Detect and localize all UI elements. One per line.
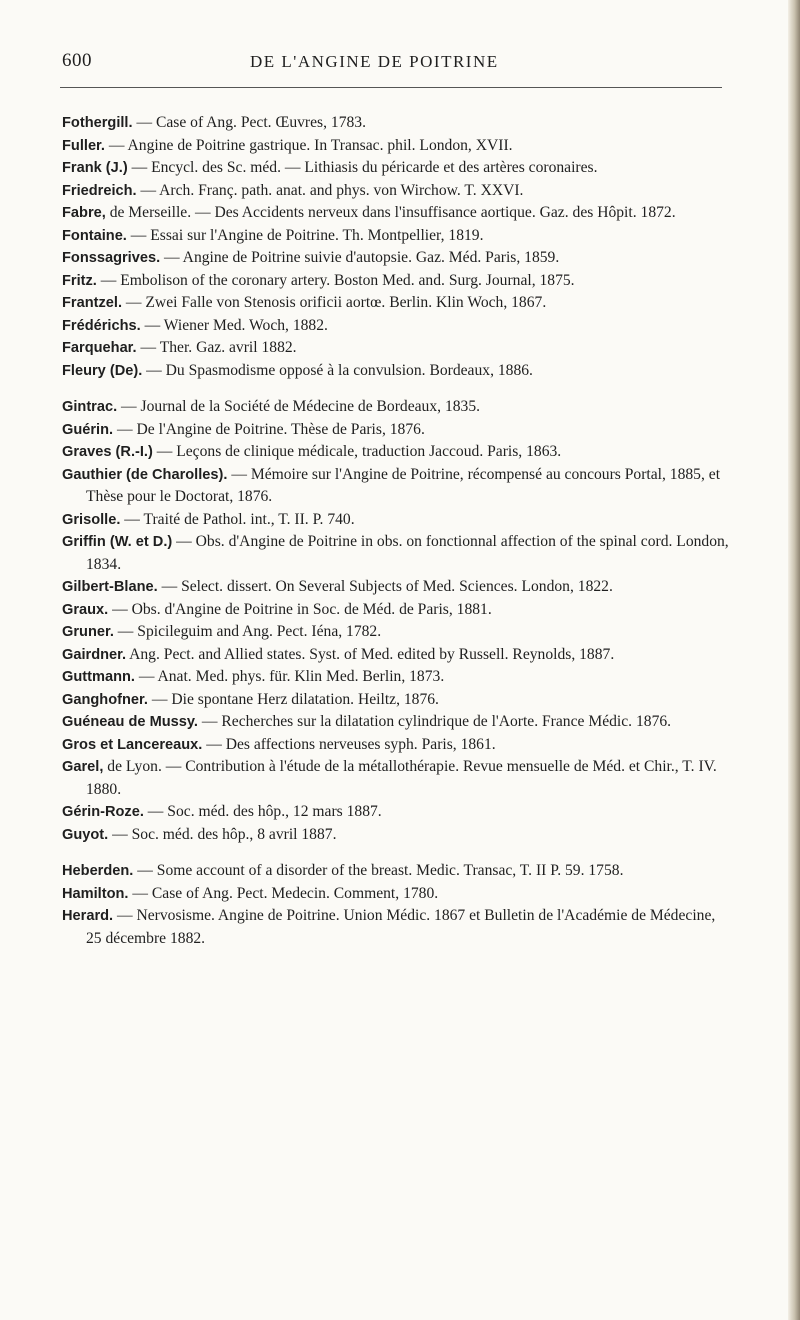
header-rule xyxy=(60,87,722,88)
entry-author: Frank (J.) xyxy=(62,160,128,176)
entry-text: — Die spontane Herz dilatation. Heiltz, 1876. xyxy=(147,690,439,708)
entry-author: Gairdner. xyxy=(62,646,127,663)
entry-text: de Lyon. — Contribution à l'étude de la métallothérapie. Revue mensuelle de Méd. et Chir., T. IV. 1880. xyxy=(86,758,717,798)
entry-author: Gros et Lancereaux. xyxy=(62,736,203,753)
bibliography-entry xyxy=(62,270,732,293)
entry-text: — Anat. Med. phys. für. Klin Med. Berlin, 1873. xyxy=(134,668,445,685)
bibliography-entry xyxy=(62,135,732,158)
entry-author: Frédérichs. xyxy=(62,317,141,334)
entry-author: Fleury (De). xyxy=(62,362,143,379)
bibliography-entry xyxy=(62,360,732,383)
page-edge xyxy=(788,0,800,1320)
entry-text: — Wiener Med. Woch, 1882. xyxy=(140,316,328,334)
entry-text: — Mémoire sur l'Angine de Poitrine, récompensé au concours Portal, 1885, et Thèse pour le Doctorat, 1876. xyxy=(86,465,721,505)
entry-author: Fothergill. xyxy=(62,115,133,131)
entry-text: — Spicileguim and Ang. Pect. Iéna, 1782. xyxy=(113,623,382,640)
entry-text: — Zwei Falle von Stenosis orificii aortœ. Berlin. Klin Woch, 1867. xyxy=(122,294,547,311)
bibliography-group-g xyxy=(62,396,732,846)
bibliography-entry xyxy=(62,621,732,644)
entry-author: Herard. xyxy=(62,908,114,924)
bibliography-entry xyxy=(62,247,732,270)
bibliography-entry xyxy=(62,734,732,757)
entry-text: — Angine de Poitrine suivie d'autopsie. Gaz. Méd. Paris, 1859. xyxy=(160,249,560,266)
bibliography-entry xyxy=(62,464,732,509)
entry-author: Gruner. xyxy=(62,624,114,640)
entry-text: — Nervosisme. Angine de Poitrine. Union Médic. 1867 et Bulletin de l'Académie de Médecine, 25 décembre 1882. xyxy=(86,907,716,947)
entry-author: Fontaine. xyxy=(62,227,127,244)
bibliography-entry xyxy=(62,157,732,180)
entry-author: Guttmann. xyxy=(62,669,135,685)
entry-text: — Essai sur l'Angine de Poitrine. Th. Montpellier, 1819. xyxy=(126,226,484,244)
entry-text: — Obs. d'Angine de Poitrine in Soc. de Méd. de Paris, 1881. xyxy=(108,600,492,618)
entry-text: Ang. Pect. and Allied states. Syst. of Med. edited by Russell. Reynolds, 1887. xyxy=(126,645,615,663)
entry-author: Guyot. xyxy=(62,826,109,843)
entry-author: Fritz. xyxy=(62,272,97,289)
entry-author: Griffin (W. et D.) xyxy=(62,534,173,550)
entry-author: Guéneau de Mussy. xyxy=(62,714,198,730)
entry-text: — Embolison of the coronary artery. Boston Med. and. Surg. Journal, 1875. xyxy=(96,271,575,289)
entry-author: Ganghofner. xyxy=(62,691,148,708)
entry-author: Grisolle. xyxy=(62,511,121,528)
bibliography-entry xyxy=(62,441,732,464)
bibliography-entry xyxy=(62,883,732,906)
bibliography-entry xyxy=(62,576,732,599)
bibliography-group-h xyxy=(62,860,732,950)
entry-text: — Leçons de clinique médicale, traduction Jaccoud. Paris, 1863. xyxy=(152,443,562,460)
page-number: 600 xyxy=(62,50,92,71)
entry-author: Graux. xyxy=(62,601,109,618)
bibliography-entry xyxy=(62,112,732,135)
entry-author: Gintrac. xyxy=(62,399,118,415)
entry-author: Gauthier (de Charolles). xyxy=(62,466,228,483)
bibliography-entry xyxy=(62,396,732,419)
entry-author: Fonssagrives. xyxy=(62,250,161,266)
entry-author: Heberden. xyxy=(62,863,134,879)
bibliography-entry xyxy=(62,824,732,847)
bibliography-entry xyxy=(62,225,732,248)
bibliography-entry xyxy=(62,801,732,824)
bibliography-entry xyxy=(62,689,732,712)
bibliography-entry xyxy=(62,419,732,442)
entry-author: Guérin. xyxy=(62,421,114,438)
entry-text: — Some account of a disorder of the breast. Medic. Transac, T. II P. 59. 1758. xyxy=(133,862,624,879)
bibliography-entry xyxy=(62,202,732,225)
entry-author: Garel, xyxy=(62,759,104,775)
bibliography-entry xyxy=(62,292,732,315)
entry-text: — Case of Ang. Pect. Medecin. Comment, 1780. xyxy=(128,884,439,902)
entry-text: — De l'Angine de Poitrine. Thèse de Paris, 1876. xyxy=(113,420,425,438)
entry-text: — Select. dissert. On Several Subjects of Med. Sciences. London, 1822. xyxy=(157,578,613,595)
entry-author: Graves (R.-I.) xyxy=(62,444,153,460)
bibliography-entry xyxy=(62,337,732,360)
bibliography-entry xyxy=(62,905,732,950)
entry-text: — Arch. Franç. path. anat. and phys. von Wirchow. T. XXVI. xyxy=(136,181,524,199)
entry-author: Friedreich. xyxy=(62,182,137,199)
bibliography-entry xyxy=(62,666,732,689)
bibliography-entry xyxy=(62,531,732,576)
entry-author: Hamilton. xyxy=(62,885,129,902)
bibliography-entry xyxy=(62,756,732,801)
entry-text: — Traité de Pathol. int., T. II. P. 740. xyxy=(120,510,355,528)
bibliography-list xyxy=(62,112,732,964)
entry-text: — Journal de la Société de Médecine de Bordeaux, 1835. xyxy=(117,398,481,415)
entry-author: Frantzel. xyxy=(62,295,123,311)
entry-text: de Merseille. — Des Accidents nerveux dans l'insuffisance aortique. Gaz. des Hôpit. 1872. xyxy=(105,204,676,221)
entry-text: — Case of Ang. Pect. Œuvres, 1783. xyxy=(132,114,366,131)
bibliography-group-f xyxy=(62,112,732,382)
bibliography-entry xyxy=(62,315,732,338)
entry-author: Fuller. xyxy=(62,137,105,154)
entry-text: — Recherches sur la dilatation cylindrique de l'Aorte. France Médic. 1876. xyxy=(197,713,672,730)
entry-text: — Des affections nerveuses syph. Paris, 1861. xyxy=(202,735,496,753)
entry-author: Gérin-Roze. xyxy=(62,804,144,820)
entry-text: — Soc. méd. des hôp., 12 mars 1887. xyxy=(143,803,382,820)
entry-author: Farquehar. xyxy=(62,340,137,356)
bibliography-entry xyxy=(62,599,732,622)
bibliography-entry xyxy=(62,711,732,734)
entry-text: — Soc. méd. des hôp., 8 avril 1887. xyxy=(108,825,337,843)
bibliography-entry xyxy=(62,860,732,883)
entry-text: — Obs. d'Angine de Poitrine in obs. on fonctionnal affection of the spinal cord. London, 1834. xyxy=(86,533,729,573)
bibliography-entry xyxy=(62,509,732,532)
entry-author: Gilbert-Blane. xyxy=(62,579,158,595)
entry-text: — Encycl. des Sc. méd. — Lithiasis du péricarde et des artères coronaires. xyxy=(127,159,598,176)
entry-text: — Ther. Gaz. avril 1882. xyxy=(136,339,297,356)
entry-text: — Du Spasmodisme opposé à la convulsion. Bordeaux, 1886. xyxy=(142,361,533,379)
entry-author: Fabre, xyxy=(62,205,106,221)
bibliography-entry xyxy=(62,180,732,203)
entry-text: — Angine de Poitrine gastrique. In Transac. phil. London, XVII. xyxy=(104,136,513,154)
bibliography-entry xyxy=(62,644,732,667)
running-head: DE L'ANGINE DE POITRINE xyxy=(250,52,499,71)
